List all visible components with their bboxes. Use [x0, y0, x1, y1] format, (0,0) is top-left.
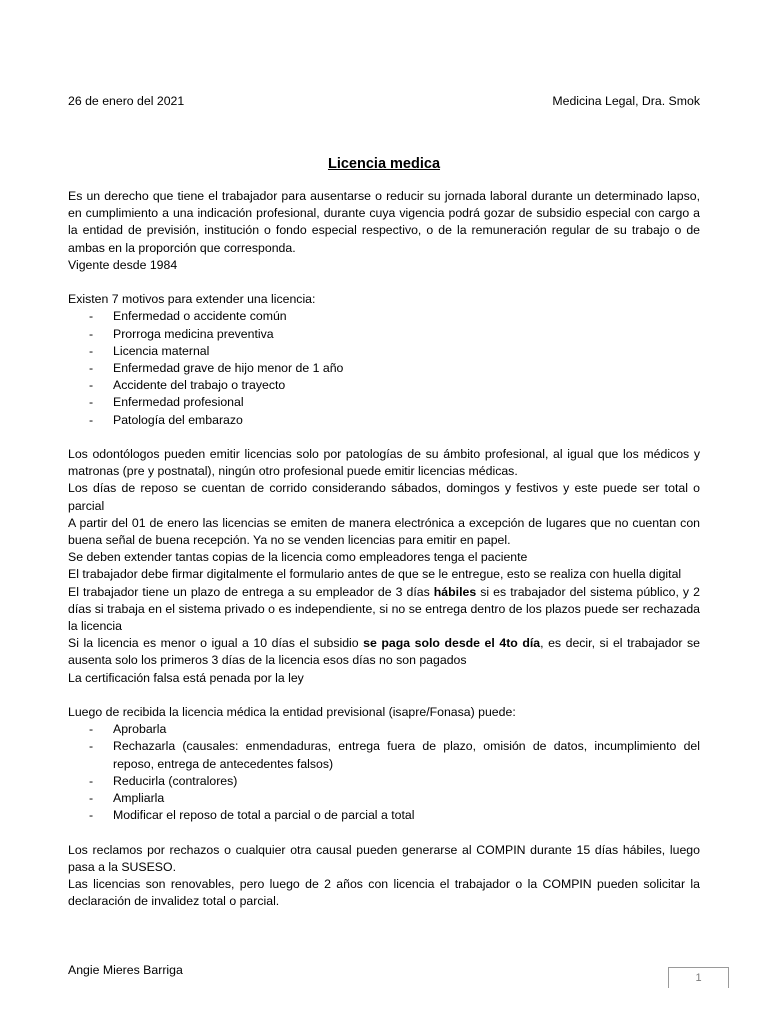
header-date: 26 de enero del 2021: [68, 94, 185, 108]
page-number: 1: [668, 967, 729, 988]
document-body: [68, 188, 700, 910]
list-item: - Aprobarla: [68, 721, 700, 738]
entity-actions-list: [68, 721, 700, 824]
closing-paragraph: Las licencias son renovables, pero luego de 2 años con licencia el trabajador o la COMPIN pueden solicitar la declaración de invalidez total o parcial.: [68, 877, 700, 909]
emphasis-text: se paga solo desde el 4to día: [363, 636, 541, 651]
rules-paragraph: A partir del 01 de enero las licencias se emiten de manera electrónica a excepción de lugares que no cuentan con buena señal de buena recepción. Ya no se venden licencias para emitir en papel.: [68, 515, 700, 548]
list-item: - Accidente del trabajo o trayecto: [68, 377, 700, 394]
rules-paragraph: Se deben extender tantas copias de la licencia como empleadores tenga el paciente: [68, 550, 528, 565]
list-item: - Reducirla (contralores): [68, 773, 700, 790]
rules-paragraph: La certificación falsa está penada por la ley: [68, 670, 304, 685]
page-header: [68, 93, 700, 110]
list-item: - Modificar el reposo de total a parcial o de parcial a total: [68, 807, 700, 824]
document-title: Licencia medica: [327, 156, 441, 172]
text-run: Si la licencia es menor o igual a 10 días el subsidio: [68, 636, 364, 651]
motives-lead: Existen 7 motivos para extender una licencia:: [68, 292, 316, 307]
text-run: si es trabajador del sistema público, y 2 días si trabaja en el sistema privado o es independiente, si no se entrega dentro de los plazos puede ser rechazada la licencia: [68, 584, 700, 634]
rules-paragraph: El trabajador debe firmar digitalmente el formulario antes de que se le entregue, esto se realiza con huella digital: [68, 567, 682, 582]
since-line: Vigente desde 1984: [68, 257, 178, 272]
text-run: El trabajador tiene un plazo de entrega a su empleador de 3 días: [68, 584, 434, 599]
list-item: - Patología del embarazo: [68, 412, 700, 429]
closing-paragraph: Los reclamos por rechazos o cualquier otra causal pueden generarse al COMPIN durante 15 días hábiles, luego pasa a la SUSESO.: [68, 842, 700, 874]
entity-lead: Luego de recibida la licencia médica la entidad previsional (isapre/Fonasa) puede:: [68, 705, 516, 720]
definition-paragraph: Es un derecho que tiene el trabajador para ausentarse o reducir su jornada laboral durante un determinado lapso, en cumplimiento a una indicación profesional, durante cuya vigencia podrá gozar de subsidio especial con cargo a la entidad de previsión, institución o fondo especial respectivo, o de la remuneración regular de su trabajo o de ambas en la proporción que corresponda.: [68, 189, 700, 255]
rules-paragraph: Los días de reposo se cuentan de corrido considerando sábados, domingos y festivos y este puede ser total o parcial: [68, 481, 700, 513]
rules-paragraph: [68, 635, 700, 669]
motives-list: [68, 308, 700, 428]
text-run: , es decir, si el trabajador se ausenta solo los primeros 3 días de la licencia esos días no son pagados: [68, 636, 700, 668]
rules-paragraph: Los odontólogos pueden emitir licencias solo por patologías de su ámbito profesional, al igual que los médicos y matronas (pre y postnatal), ningún otro profesional puede emitir licencias médicas.: [68, 447, 700, 479]
list-item: - Enfermedad grave de hijo menor de 1 año: [68, 360, 700, 377]
list-item: - Rechazarla (causales: enmendaduras, entrega fuera de plazo, omisión de datos, incumplimiento del reposo, entrega de antecedentes falsos): [68, 738, 700, 772]
list-item: - Licencia maternal: [68, 343, 700, 360]
list-item: - Enfermedad profesional: [68, 394, 700, 411]
list-item: - Prorroga medicina preventiva: [68, 326, 700, 343]
footer-author: Angie Mieres Barriga: [68, 963, 183, 977]
list-item: - Enfermedad o accidente común: [68, 308, 700, 325]
rules-paragraph: [68, 584, 700, 636]
emphasis-text: hábiles: [433, 584, 477, 599]
header-course: Medicina Legal, Dra. Smok: [552, 94, 700, 108]
list-item: - Ampliarla: [68, 790, 700, 807]
